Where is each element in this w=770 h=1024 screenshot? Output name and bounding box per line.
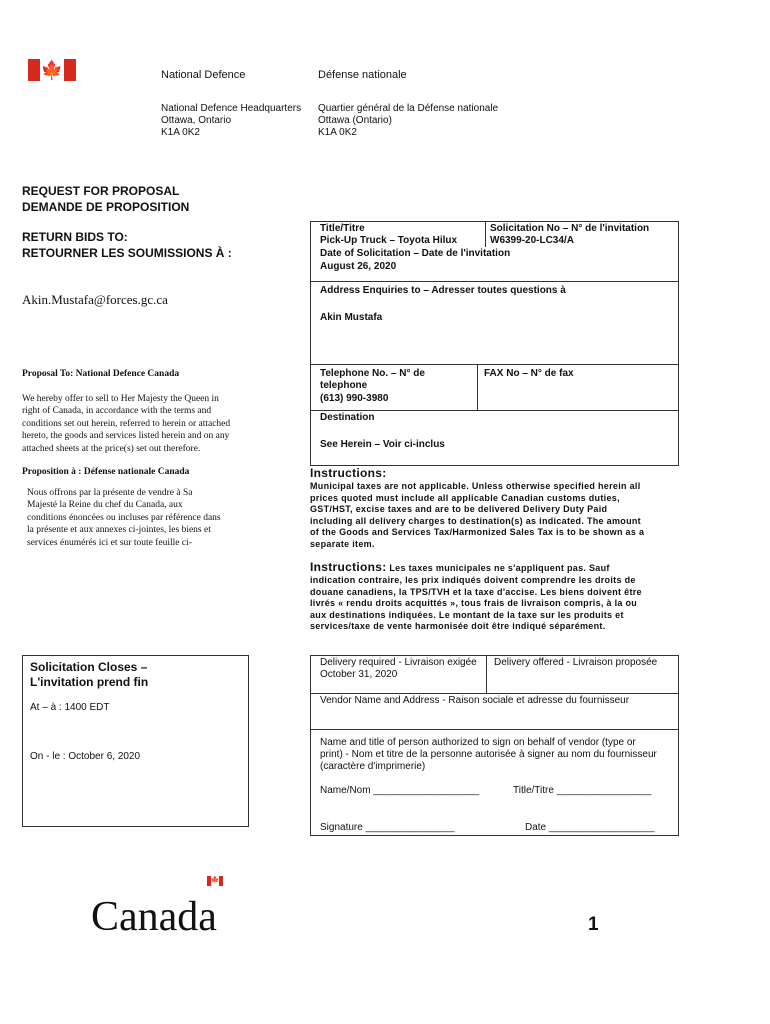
doc-title-en: REQUEST FOR PROPOSAL: [22, 184, 180, 198]
return-bids-en: RETURN BIDS TO:: [22, 230, 128, 244]
delivery-offered-label[interactable]: Delivery offered - Livraison proposée: [494, 657, 658, 668]
address-fr: Quartier général de la Défense nationale Ottawa (Ontario) K1A 0K2: [318, 103, 499, 138]
solicitation-closes-heading: Solicitation Closes – L'invitation prend fin: [30, 660, 149, 689]
vendor-name-address-field[interactable]: Vendor Name and Address - Raison sociale et adresse du fournisseur: [320, 695, 630, 706]
dept-name-fr: Défense nationale: [318, 69, 407, 81]
proposal-text-fr: Nous offrons par la présente de vendre à Sa Majesté la Reine du chef du Canada, aux conditions énoncées ou incluses par référence dans la présente et aux annexes ci-jointes, les biens et services énumérés ici et sur toute feuille ci-: [27, 488, 221, 548]
name-field[interactable]: Name/Nom ___________________: [320, 785, 480, 796]
enquiries-contact: Akin Mustafa: [320, 312, 383, 323]
page-number: 1: [588, 914, 599, 935]
closing-date: On - le : October 6, 2020: [30, 751, 141, 762]
canada-wordmark-flag-icon: 🍁: [207, 876, 223, 886]
destination-label: Destination: [320, 412, 375, 423]
instructions-text-fr: indication contraire, les prix indiqués doivent comprendre les droits de douane canadiens, la TPS/TVH et la taxe d'accise. Les biens doivent être livrés « rendu droits acquittés », tous frais de livraison compris, à la ou aux destinations indiquées. Le montant de la taxe sur les produits et services/taxe de vente harmonisée doit être indiqué séparément.: [310, 575, 642, 632]
proposal-heading-en: Proposal To: National Defence Canada: [22, 369, 180, 379]
dept-name-en: National Defence: [161, 69, 246, 81]
solicitation-number-value: W6399-20-LC34/A: [490, 235, 574, 246]
instructions-fr-lead: Les taxes municipales ne s'appliquent pas. Sauf: [386, 563, 610, 573]
title-field[interactable]: Title/Titre _________________: [513, 785, 652, 796]
instructions-fr-first-line: [310, 560, 610, 574]
instructions-heading-fr: Instructions:: [310, 560, 387, 574]
doc-title-fr: DEMANDE DE PROPOSITION: [22, 200, 190, 214]
delivery-required-value: October 31, 2020: [320, 669, 398, 680]
solicitation-number-label: Solicitation No – N° de l'invitation: [490, 223, 650, 234]
delivery-required-label: Delivery required - Livraison exigée: [320, 657, 477, 668]
telephone-value: (613) 990-3980: [320, 393, 389, 404]
return-bids-fr: RETOURNER LES SOUMISSIONS À :: [22, 246, 232, 260]
title-value: Pick-Up Truck – Toyota Hilux: [320, 235, 458, 246]
enquiries-label: Address Enquiries to – Adresser toutes questions à: [320, 285, 566, 296]
proposal-text-en: We hereby offer to sell to Her Majesty the Queen in right of Canada, in accordance with the terms and conditions set out herein, referred to herein or attached hereto, the goods and services listed herein and on any attached sheets at the price(s) set out therefore.: [22, 394, 231, 454]
solicitation-date-value: August 26, 2020: [320, 261, 397, 272]
closing-time: At – à : 1400 EDT: [30, 702, 110, 713]
canada-flag-icon: 🍁: [28, 59, 76, 81]
telephone-label: Telephone No. – N° de telephone: [320, 368, 425, 391]
title-label: Title/Titre: [320, 223, 365, 234]
instructions-text-en: Municipal taxes are not applicable. Unless otherwise specified herein all prices quoted must include all applicable Canadian customs duties, GST/HST, excise taxes and are to be delivered Delivery Duty Paid including all delivery charges to destination(s) as indicated. The amount of the Goods and Services Tax/Harmonized Sales Tax is to be shown as a separate item.: [310, 481, 645, 549]
signature-field[interactable]: Signature ________________: [320, 822, 455, 833]
instructions-heading-en: Instructions:: [310, 466, 387, 480]
fax-label: FAX No – N° de fax: [484, 368, 574, 379]
address-en: National Defence Headquarters Ottawa, Ontario K1A 0K2: [161, 103, 302, 138]
authorized-person-label: Name and title of person authorized to sign on behalf of vendor (type or print) - Nom et titre de la personne autorisée à signer au nom du fournisseur (caractère d'imprimerie): [320, 737, 657, 772]
proposal-heading-fr: Proposition à : Défense nationale Canada: [22, 467, 190, 477]
date-field[interactable]: Date ___________________: [525, 822, 655, 833]
solicitation-date-label: Date of Solicitation – Date de l'invitation: [320, 248, 511, 259]
destination-value: See Herein – Voir ci-inclus: [320, 439, 445, 450]
return-bids-email[interactable]: Akin.Mustafa@forces.gc.ca: [22, 292, 168, 307]
canada-wordmark: Canada: [91, 894, 217, 940]
